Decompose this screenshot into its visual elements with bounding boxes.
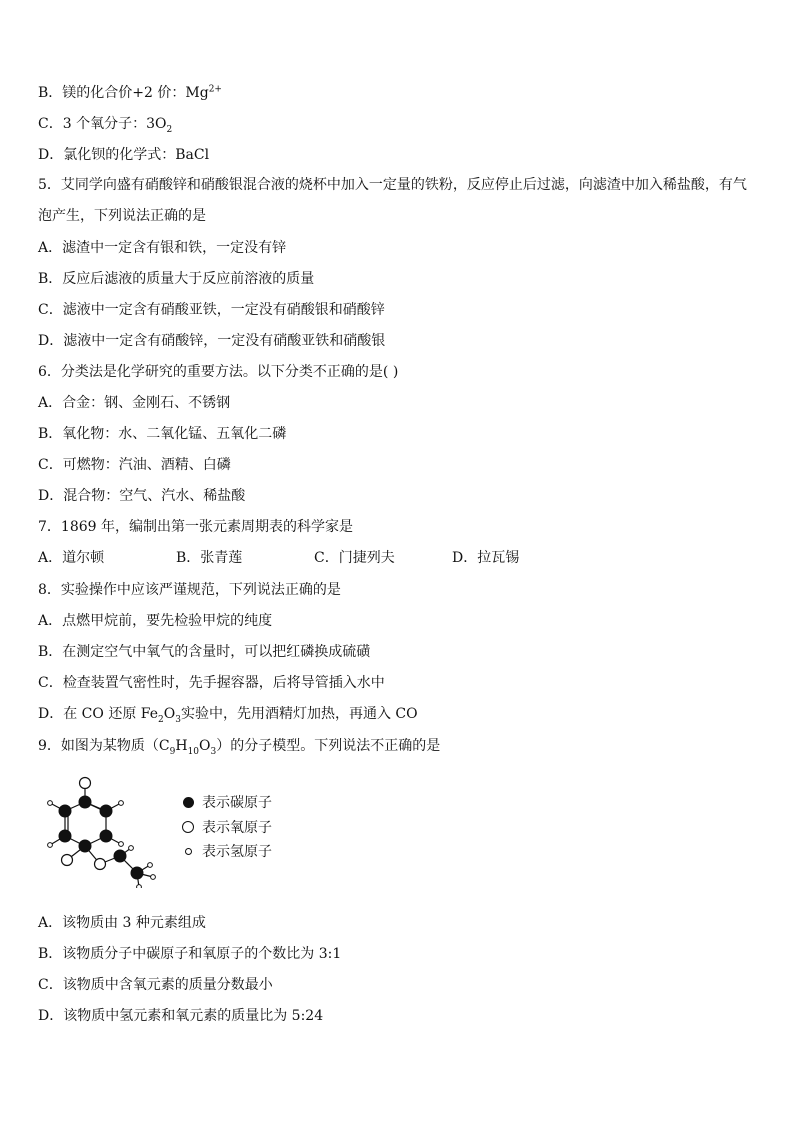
q4-option-c: C．3 个氧分子：$3O_2$ — [38, 116, 173, 135]
q4-option-b: B．镁的化合价+2 价：$Mg^{2+}$ — [38, 84, 222, 101]
q8-option-b: B．在测定空气中氧气的含量时，可以把红磷换成硫磺 — [38, 644, 371, 660]
hydrogen-atom — [129, 846, 134, 851]
oxygen-atom — [62, 855, 73, 866]
carbon-atom — [131, 867, 143, 879]
legend-oxygen: 表示氧原子 — [176, 818, 272, 836]
oxygen-atom — [80, 778, 91, 789]
q7-option-c: C．门捷列夫 — [314, 550, 395, 566]
q6-option-c: C．可燃物：汽油、酒精、白磷 — [38, 457, 231, 473]
legend-hydrogen: 表示氢原子 — [176, 842, 272, 860]
q9-option-d: D．该物质中氢元素和氧元素的质量比为 5:24 — [38, 1008, 324, 1024]
q4-option-d: D．氯化钡的化学式：BaCl — [38, 147, 210, 163]
q7-option-d: D．拉瓦锡 — [452, 550, 520, 566]
q5-option-d: D．滤液中一定含有硝酸锌，一定没有硝酸亚铁和硝酸银 — [38, 333, 386, 349]
q9-option-a: A．该物质由 3 种元素组成 — [38, 915, 206, 931]
q5-option-b: B．反应后滤液的质量大于反应前溶液的质量 — [38, 271, 315, 287]
hydrogen-atom — [119, 842, 124, 847]
carbon-legend-icon — [176, 797, 200, 808]
q6-option-a: A．合金：钢、金刚石、不锈钢 — [38, 395, 231, 411]
q8-option-d: D．在 CO 还原 $Fe_2O_3$实验中，先用酒精灯加热，再通入 CO — [38, 706, 418, 725]
q7-option-b: B．张青莲 — [176, 550, 243, 566]
q5-option-a: A．滤渣中一定含有银和铁，一定没有锌 — [38, 240, 287, 256]
hydrogen-atom — [48, 801, 53, 806]
legend-carbon: 表示碳原子 — [176, 793, 272, 811]
q5-stem: 5．艾同学向盛有硝酸锌和硝酸银混合液的烧杯中加入一定量的铁粉，反应停止后过滤，向滤渣中加入稀盐酸，有气泡产生，下列说法正确的是 — [38, 177, 747, 224]
q8-option-c: C．检查装置气密性时，先手握容器，后将导管插入水中 — [38, 675, 385, 691]
q9-stem: 9．如图为某物质$(C_9H_{10}O_3)$的分子模型。下列说法不正确的是 — [38, 738, 441, 757]
molecule-model-figure — [40, 776, 170, 888]
q6-option-d: D．混合物：空气、汽水、稀盐酸 — [38, 488, 246, 504]
hydrogen-atom — [151, 875, 156, 880]
hydrogen-legend-icon — [176, 848, 200, 855]
q6-option-b: B．氧化物：水、二氧化锰、五氧化二磷 — [38, 426, 287, 442]
oxygen-legend-icon — [176, 821, 200, 833]
hydrogen-atom — [119, 801, 124, 806]
q9-option-b: B．该物质分子中碳原子和氧原子的个数比为 3:1 — [38, 946, 342, 962]
carbon-atom — [59, 830, 71, 842]
hydrogen-atom — [137, 885, 142, 888]
carbon-atom — [79, 796, 91, 808]
q8-stem: 8．实验操作中应该严谨规范，下列说法正确的是 — [38, 582, 341, 598]
carbon-atom — [79, 840, 91, 852]
carbon-atom — [114, 850, 126, 862]
q8-option-a: A．点燃甲烷前，要先检验甲烷的纯度 — [38, 613, 273, 629]
oxygen-atom — [95, 859, 106, 870]
q6-stem: 6．分类法是化学研究的重要方法。以下分类不正确的是( ) — [38, 364, 399, 380]
q7-option-a: A．道尔顿 — [38, 550, 105, 566]
hydrogen-atom — [148, 863, 153, 868]
carbon-atom — [100, 805, 112, 817]
carbon-atom — [59, 805, 71, 817]
q5-option-c: C．滤液中一定含有硝酸亚铁，一定没有硝酸银和硝酸锌 — [38, 302, 385, 318]
carbon-atom — [100, 830, 112, 842]
hydrogen-atom — [48, 843, 53, 848]
q7-stem: 7．1869 年，编制出第一张元素周期表的科学家是 — [38, 519, 353, 535]
q9-option-c: C．该物质中含氧元素的质量分数最小 — [38, 977, 273, 993]
